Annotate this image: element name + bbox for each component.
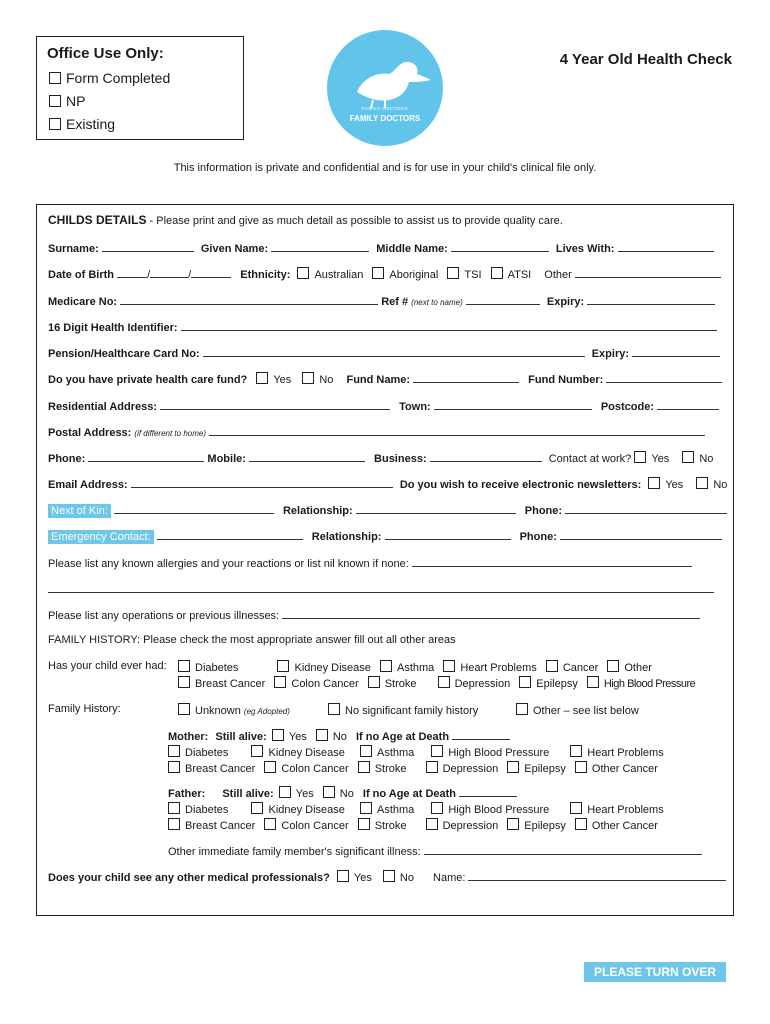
mobile-field[interactable] — [249, 451, 365, 462]
m-heart[interactable]: Heart Problems — [570, 747, 663, 759]
newsletter-label: Do you wish to receive electronic newsletters: — [399, 479, 642, 491]
pension-expiry-label: Expiry: — [591, 348, 630, 360]
town-label: Town: — [399, 401, 431, 413]
other-prof-name-label: Name: — [433, 872, 466, 884]
email-label: Email Address: — [48, 479, 128, 491]
f-other-cancer[interactable]: Other Cancer — [575, 820, 658, 832]
contact-work-label: Contact at work? — [548, 453, 632, 465]
m-asthma[interactable]: Asthma — [360, 747, 414, 759]
other-family-row — [168, 844, 702, 858]
childs-heading-row — [48, 213, 563, 227]
other-prof-yes[interactable]: Yes — [337, 872, 372, 884]
other-prof-row — [48, 870, 726, 884]
mother-row — [168, 729, 510, 743]
f-breast[interactable]: Breast Cancer — [168, 820, 255, 832]
pension-expiry-field[interactable] — [632, 346, 720, 357]
postcode-label: Postcode: — [600, 401, 655, 413]
operations-label: Please list any operations or previous illnesses: — [48, 610, 280, 622]
kin-relationship-field[interactable] — [356, 503, 516, 514]
postal-field[interactable] — [209, 425, 705, 436]
f-depression[interactable]: Depression — [426, 820, 499, 832]
office-option-existing[interactable]: Existing — [49, 116, 115, 132]
postal-row — [48, 425, 705, 439]
checkbox[interactable] — [49, 72, 61, 84]
father-row — [168, 786, 517, 800]
res-address-field[interactable] — [160, 399, 390, 410]
cond-colon-cancer[interactable]: Colon Cancer — [274, 678, 358, 690]
childs-heading-note: - Please print and give as much detail as possible to assist us to provide quality care. — [146, 215, 563, 227]
cond-asthma[interactable]: Asthma — [380, 662, 434, 674]
father-label: Father: — [168, 788, 206, 800]
emergency-label: Emergency Contact: — [48, 530, 154, 544]
child-ever-label: Has your child ever had: — [48, 660, 167, 672]
dob-row: Date of Birth / / Ethnicity: Australian Aboriginal TSI ATSI Other — [48, 267, 721, 281]
newsletter-yes[interactable]: Yes — [648, 479, 683, 491]
identifier-label: 16 Digit Health Identifier: — [48, 322, 178, 334]
turn-over-badge: PLEASE TURN OVER — [584, 962, 726, 982]
ref-note: (next to name) — [411, 298, 463, 307]
father-alive-yes[interactable]: Yes — [279, 788, 314, 800]
fund-number-field[interactable] — [606, 372, 722, 383]
identifier-row — [48, 320, 717, 334]
father-cond-row2 — [168, 818, 658, 832]
cond-hbp[interactable]: High Blood Pressure — [587, 678, 695, 690]
postal-note: (if different to home) — [134, 429, 206, 438]
contact-work-no[interactable]: No — [682, 453, 713, 465]
office-use-box — [36, 36, 244, 140]
cond-depression[interactable]: Depression — [438, 678, 511, 690]
history-unknown[interactable]: Unknown (eg Adopted) — [178, 703, 290, 717]
fund-name-label: Fund Name: — [346, 374, 411, 386]
postal-label: Postal Address: — [48, 427, 132, 439]
dob-day-field[interactable] — [117, 267, 147, 278]
emergency-phone-field[interactable] — [560, 529, 722, 540]
page-title: 4 Year Old Health Check — [559, 51, 732, 68]
fund-yes[interactable]: Yes — [256, 374, 291, 386]
kin-relationship-label: Relationship: — [282, 505, 353, 517]
m-colon[interactable]: Colon Cancer — [264, 763, 348, 775]
checkbox[interactable] — [49, 95, 61, 107]
residential-row — [48, 399, 719, 413]
private-fund-label: Do you have private health care fund? — [48, 374, 248, 386]
mother-alive-label: Still alive: — [215, 731, 267, 743]
childs-heading: CHILDS DETAILS — [48, 213, 147, 227]
ref-field[interactable] — [466, 294, 540, 305]
allergies-field[interactable] — [412, 556, 692, 567]
medicare-expiry-field[interactable] — [587, 294, 715, 305]
privacy-note: This information is private and confidential and is for use in your child's clinical file only. — [173, 162, 597, 174]
family-history-label: Family History: — [48, 703, 121, 715]
father-age-death-label: If no Age at Death — [362, 788, 457, 800]
eth-other-field[interactable] — [575, 267, 721, 278]
given-name-field[interactable] — [271, 241, 369, 252]
father-age-death-field[interactable] — [459, 786, 517, 797]
logo-small-text: FAMILY DOCTORS — [361, 106, 409, 111]
cond-other[interactable]: Other — [607, 662, 652, 674]
fund-name-field[interactable] — [413, 372, 519, 383]
cond-kidney[interactable]: Kidney Disease — [277, 662, 370, 674]
medicare-label: Medicare No: — [48, 296, 118, 308]
email-field[interactable] — [131, 477, 393, 488]
mother-label: Mother: — [168, 731, 209, 743]
m-epilepsy[interactable]: Epilepsy — [507, 763, 566, 775]
dob-year-field[interactable] — [191, 267, 231, 278]
m-other-cancer[interactable]: Other Cancer — [575, 763, 658, 775]
medicare-field[interactable] — [120, 294, 378, 305]
eth-other-label: Other — [544, 269, 572, 281]
mother-age-death-label: If no Age at Death — [355, 731, 450, 743]
history-other[interactable]: Other – see list below — [516, 703, 639, 717]
dob-label: Date of Birth — [48, 269, 114, 281]
dob-month-field[interactable] — [150, 267, 188, 278]
m-hbp[interactable]: High Blood Pressure — [431, 747, 549, 759]
f-epilepsy[interactable]: Epilepsy — [507, 820, 566, 832]
next-of-kin-row — [48, 503, 727, 517]
business-label: Business: — [374, 453, 427, 465]
child-cond-row1 — [178, 660, 652, 674]
other-prof-name-field[interactable] — [468, 870, 726, 881]
allergies-row — [48, 556, 692, 570]
eth-australian[interactable]: Australian — [297, 269, 363, 281]
ref-label: Ref # — [381, 296, 409, 308]
names-row — [48, 241, 714, 255]
postcode-field[interactable] — [657, 399, 719, 410]
father-cond-row1 — [168, 802, 664, 816]
child-cond-row2 — [178, 676, 695, 690]
operations-row — [48, 608, 700, 622]
cond-diabetes[interactable]: Diabetes — [178, 662, 238, 674]
m-breast[interactable]: Breast Cancer — [168, 763, 255, 775]
cond-breast-cancer[interactable]: Breast Cancer — [178, 678, 265, 690]
kin-phone-label: Phone: — [524, 505, 563, 517]
office-option-form-completed[interactable]: Form Completed — [49, 70, 170, 86]
mother-cond-row2 — [168, 761, 658, 775]
allergies-label: Please list any known allergies and your reactions or list nil known if none: — [48, 558, 409, 570]
f-diabetes[interactable]: Diabetes — [168, 804, 228, 816]
ethnicity-label: Ethnicity: — [240, 269, 291, 281]
next-of-kin-label: Next of Kin: — [48, 504, 111, 518]
medicare-row — [48, 294, 715, 308]
other-prof-no[interactable]: No — [383, 872, 414, 884]
allergies-line2[interactable] — [48, 582, 714, 596]
next-of-kin-field[interactable] — [114, 503, 274, 514]
f-colon[interactable]: Colon Cancer — [264, 820, 348, 832]
email-row — [48, 477, 727, 491]
m-diabetes[interactable]: Diabetes — [168, 747, 228, 759]
f-hbp[interactable]: High Blood Pressure — [431, 804, 549, 816]
mother-alive-yes[interactable]: Yes — [272, 731, 307, 743]
pension-label: Pension/Healthcare Card No: — [48, 348, 200, 360]
m-depression[interactable]: Depression — [426, 763, 499, 775]
fund-no[interactable]: No — [302, 374, 333, 386]
mother-alive-no[interactable]: No — [316, 731, 347, 743]
emergency-field[interactable] — [157, 529, 303, 540]
emergency-phone-label: Phone: — [519, 531, 557, 543]
fund-row — [48, 372, 722, 386]
middle-name-field[interactable] — [451, 241, 549, 252]
mother-cond-row1 — [168, 745, 664, 759]
town-field[interactable] — [434, 399, 592, 410]
cond-epilepsy[interactable]: Epilepsy — [519, 678, 578, 690]
eth-tsi[interactable]: TSI — [447, 269, 481, 281]
father-alive-no[interactable]: No — [323, 788, 354, 800]
kin-phone-field[interactable] — [565, 503, 727, 514]
father-alive-label: Still alive: — [222, 788, 274, 800]
operations-field[interactable] — [282, 608, 700, 619]
logo-text: FAMILY DOCTORS — [349, 114, 421, 123]
emergency-relationship-field[interactable] — [385, 529, 511, 540]
f-stroke[interactable]: Stroke — [358, 820, 407, 832]
fund-number-label: Fund Number: — [528, 374, 604, 386]
expiry-label: Expiry: — [546, 296, 585, 308]
emergency-row — [48, 529, 722, 543]
mobile-label: Mobile: — [207, 453, 246, 465]
logo — [327, 30, 443, 146]
m-stroke[interactable]: Stroke — [358, 763, 407, 775]
newsletter-no[interactable]: No — [696, 479, 727, 491]
cond-stroke[interactable]: Stroke — [368, 678, 417, 690]
checkbox[interactable] — [49, 118, 61, 130]
phone-row — [48, 451, 713, 465]
other-family-label: Other immediate family member's significant illness: — [168, 846, 421, 858]
lives-with-field[interactable] — [618, 241, 714, 252]
office-title: Office Use Only: — [47, 45, 164, 62]
eth-atsi[interactable]: ATSI — [491, 269, 532, 281]
family-heading: FAMILY HISTORY: Please check the most appropriate answer fill out all other areas — [48, 634, 456, 646]
f-asthma[interactable]: Asthma — [360, 804, 414, 816]
business-field[interactable] — [430, 451, 542, 462]
phone-field[interactable] — [88, 451, 204, 462]
pelican-icon — [327, 30, 443, 146]
cond-heart[interactable]: Heart Problems — [443, 662, 536, 674]
identifier-field[interactable] — [181, 320, 717, 331]
pension-field[interactable] — [203, 346, 585, 357]
other-family-field[interactable] — [424, 844, 702, 855]
res-address-label: Residential Address: — [48, 401, 158, 413]
phone-label: Phone: — [48, 453, 86, 465]
pension-row — [48, 346, 720, 360]
given-name-label: Given Name: — [200, 243, 269, 255]
mother-age-death-field[interactable] — [452, 729, 510, 740]
surname-label: Surname: — [48, 243, 99, 255]
m-kidney[interactable]: Kidney Disease — [251, 747, 344, 759]
surname-field[interactable] — [102, 241, 194, 252]
lives-with-label: Lives With: — [555, 243, 615, 255]
f-heart[interactable]: Heart Problems — [570, 804, 663, 816]
cond-cancer[interactable]: Cancer — [546, 662, 598, 674]
f-kidney[interactable]: Kidney Disease — [251, 804, 344, 816]
middle-name-label: Middle Name: — [376, 243, 448, 255]
eth-aboriginal[interactable]: Aboriginal — [372, 269, 438, 281]
contact-work-yes[interactable]: Yes — [634, 453, 669, 465]
history-none[interactable]: No significant family history — [328, 703, 478, 717]
other-prof-label: Does your child see any other medical professionals? — [48, 872, 330, 884]
office-option-np[interactable]: NP — [49, 93, 85, 109]
emergency-relationship-label: Relationship: — [311, 531, 382, 543]
